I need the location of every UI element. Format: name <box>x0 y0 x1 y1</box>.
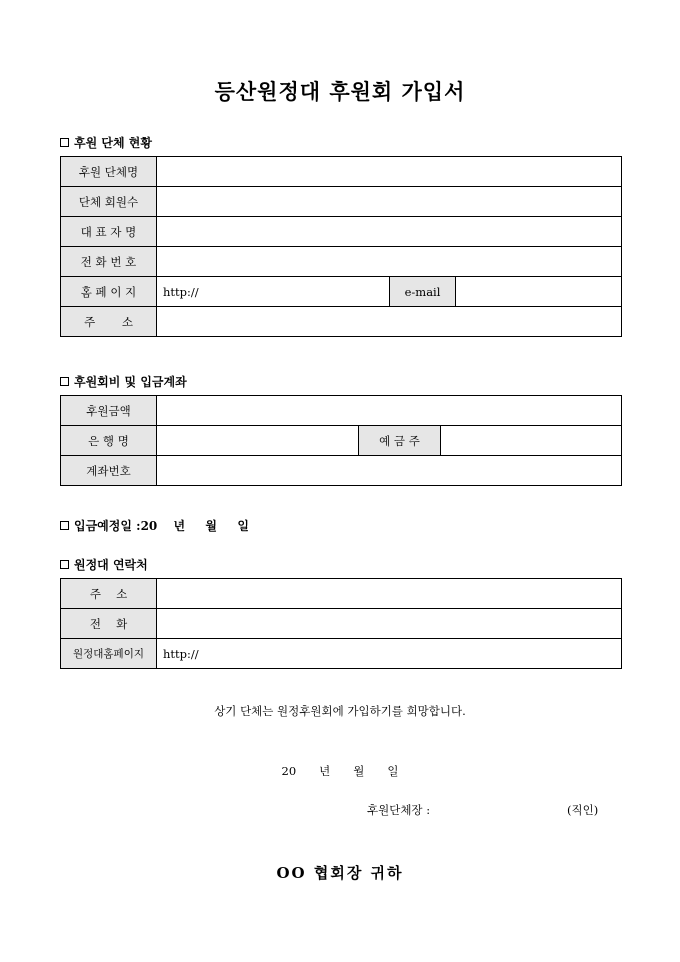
contact-homepage-label: 원정대홈페이지 <box>61 639 157 669</box>
seal-mark: (직인) <box>567 803 599 817</box>
account-number-label: 계좌번호 <box>61 456 157 486</box>
sponsor-status-table <box>60 156 622 337</box>
group-name-field[interactable] <box>157 157 622 187</box>
square-bullet-icon <box>60 138 69 147</box>
contact-homepage-field[interactable]: http:// <box>157 639 622 669</box>
bank-label: 은 행 명 <box>61 426 157 456</box>
homepage-field[interactable]: http:// <box>157 277 390 307</box>
contact-address-label: 주 소 <box>61 579 157 609</box>
contact-phone-field[interactable] <box>157 609 622 639</box>
amount-label: 후원금액 <box>61 396 157 426</box>
contact-phone-label: 전 화 <box>61 609 157 639</box>
section-expedition-contact-label: 원정대 연락처 <box>74 558 148 572</box>
group-name-label: 후원 단체명 <box>61 157 157 187</box>
homepage-label: 홈 페 이 지 <box>61 277 157 307</box>
closing-addressee: OO 협회장 귀하 <box>276 864 404 882</box>
phone-field[interactable] <box>157 247 622 277</box>
member-count-field[interactable] <box>157 187 622 217</box>
form-title: 등산원정대 후원회 가입서 <box>214 79 466 104</box>
expedition-contact-table <box>60 578 622 669</box>
address-field[interactable] <box>157 307 622 337</box>
date-line: 20 년 월 일 <box>281 764 399 778</box>
account-number-field[interactable] <box>157 456 622 486</box>
email-label: e-mail <box>390 277 456 307</box>
fee-account-table <box>60 395 622 486</box>
section-fee-account <box>60 373 187 390</box>
representative-field[interactable] <box>157 217 622 247</box>
section-expedition-contact <box>60 556 148 573</box>
email-field[interactable] <box>456 277 622 307</box>
holder-label: 예 금 주 <box>359 426 441 456</box>
section-sponsor-status <box>60 134 152 151</box>
bank-field[interactable] <box>157 426 359 456</box>
contact-address-field[interactable] <box>157 579 622 609</box>
deposit-date-label: 입금예정일 :20 년 월 일 <box>74 519 249 533</box>
square-bullet-icon <box>60 521 69 530</box>
signer-label: 후원단체장 : <box>367 803 431 817</box>
section-sponsor-status-label: 후원 단체 현황 <box>74 136 152 150</box>
address-label: 주 소 <box>61 307 157 337</box>
phone-label: 전 화 번 호 <box>61 247 157 277</box>
amount-field[interactable] <box>157 396 622 426</box>
square-bullet-icon <box>60 560 69 569</box>
square-bullet-icon <box>60 377 69 386</box>
statement-text: 상기 단체는 원정후원회에 가입하기를 희망합니다. <box>214 704 466 718</box>
section-fee-account-label: 후원회비 및 입금계좌 <box>74 375 187 389</box>
section-deposit-date <box>60 517 249 534</box>
representative-label: 대 표 자 명 <box>61 217 157 247</box>
member-count-label: 단체 회원수 <box>61 187 157 217</box>
holder-field[interactable] <box>441 426 622 456</box>
